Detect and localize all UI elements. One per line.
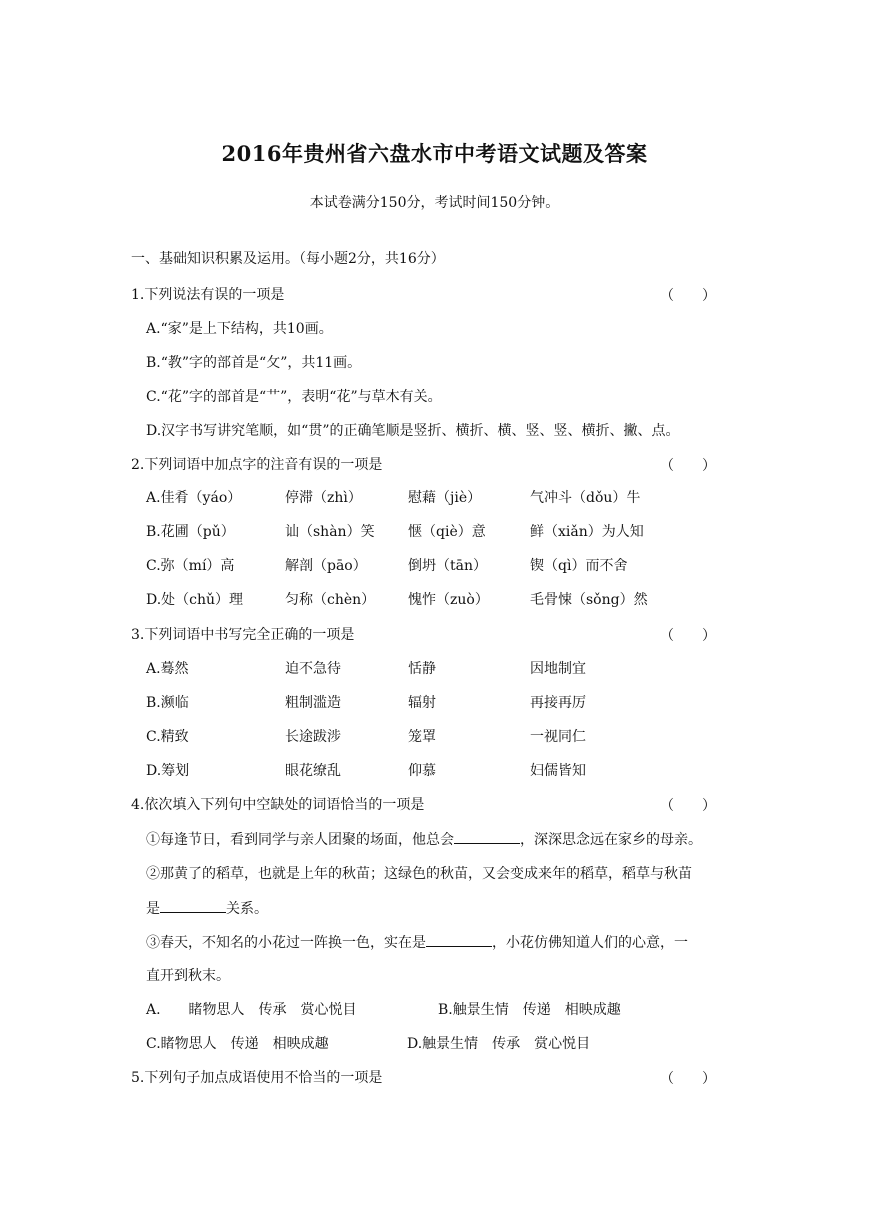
option-cell: 长途跋涉 — [285, 729, 341, 745]
option-cell: C.精致 — [146, 729, 189, 745]
option-cell: 锲（qì）而不舍 — [530, 558, 628, 574]
sentence-2-line-1: ②那黄了的稻草，也就是上年的秋苗；这绿色的秋苗，又会变成来年的稻草，稻草与秋苗 — [146, 866, 692, 882]
page-title: 2016年贵州省六盘水市中考语文试题及答案 — [221, 141, 648, 166]
sentence-1-part-a: ①每逢节日，看到同学与亲人团聚的场面，他总会 — [146, 832, 454, 848]
option-cell: 因地制宜 — [530, 661, 586, 677]
option-cell: 停滞（zhì） — [285, 490, 362, 506]
answer-bracket-2: （ ） — [660, 458, 716, 474]
sentence-3-part-b: ，小花仿佛知道人们的心意，一 — [492, 935, 688, 951]
option-cell: D.筹划 — [146, 763, 190, 779]
question-1-option-c: C.“花”字的部首是“艹”，表明“花”与草木有关。 — [146, 389, 442, 405]
option-cell: 毛骨悚（sǒng）然 — [530, 592, 648, 608]
answer-bracket-5: （ ） — [660, 1071, 716, 1087]
option-cell: 眼花缭乱 — [285, 763, 341, 779]
option-cell: A.佳肴（yáo） — [146, 490, 242, 506]
question-4-option-c: C.睹物思人 传递 相映成趣 — [146, 1036, 329, 1052]
question-1-stem: 1.下列说法有误的一项是 — [131, 287, 285, 303]
option-cell: 笼罩 — [408, 729, 436, 745]
fill-blank — [160, 898, 226, 913]
question-1-option-a: A.“家”是上下结构，共10画。 — [146, 321, 333, 337]
question-4-option-d: D.触景生情 传承 赏心悦目 — [407, 1036, 591, 1052]
answer-bracket-3: （ ） — [660, 628, 716, 644]
option-cell: C.弥（mí）高 — [146, 558, 235, 574]
option-cell: 讪（shàn）笑 — [285, 524, 375, 540]
option-cell: 迫不急待 — [285, 661, 341, 677]
option-cell: 粗制滥造 — [285, 695, 341, 711]
question-3-stem: 3.下列词语中书写完全正确的一项是 — [131, 627, 355, 643]
option-cell: A.蓦然 — [146, 661, 189, 677]
question-4-option-b: B.触景生情 传递 相映成趣 — [438, 1002, 621, 1018]
option-cell: 慰藉（jiè） — [408, 490, 482, 506]
option-cell: B.花圃（pǔ） — [146, 524, 235, 540]
question-4-stem: 4.依次填入下列句中空缺处的词语恰当的一项是 — [131, 797, 425, 813]
option-cell: 辐射 — [408, 695, 436, 711]
option-cell: 一视同仁 — [530, 729, 586, 745]
exam-info: 本试卷满分150分，考试时间150分钟。 — [309, 195, 560, 211]
question-4-option-a: A. 睹物思人 传承 赏心悦目 — [146, 1002, 357, 1018]
fill-blank — [454, 829, 520, 844]
sentence-2-part-c: 关系。 — [226, 901, 268, 917]
option-cell: 妇儒皆知 — [530, 763, 586, 779]
option-cell: 气冲斗（dǒu）牛 — [530, 490, 641, 506]
sentence-2-part-b: 是 — [146, 901, 160, 917]
sentence-2-line-2 — [146, 898, 268, 919]
answer-bracket-4: （ ） — [660, 798, 716, 814]
section-heading: 一、基础知识积累及运用。（每小题2分，共16分） — [131, 251, 445, 267]
sentence-3-line-1 — [146, 932, 688, 953]
sentence-3-line-2: 直开到秋末。 — [146, 968, 230, 984]
fill-blank — [426, 932, 492, 947]
option-cell: 愧怍（zuò） — [408, 592, 489, 608]
question-1-option-d: D.汉字书写讲究笔顺，如“贯”的正确笔顺是竖折、横折、横、竖、竖、横折、撇、点。 — [146, 423, 680, 439]
option-cell: 惬（qiè）意 — [408, 524, 486, 540]
option-cell: 鲜（xiǎn）为人知 — [530, 524, 644, 540]
option-cell: 恬静 — [408, 661, 436, 677]
sentence-1 — [146, 829, 702, 850]
option-cell: 倒坍（tān） — [408, 558, 487, 574]
option-cell: 匀称（chèn） — [285, 592, 376, 608]
sentence-3-part-a: ③春天，不知名的小花过一阵换一色，实在是 — [146, 935, 426, 951]
question-2-stem: 2.下列词语中加点字的注音有误的一项是 — [131, 457, 383, 473]
question-5-stem: 5.下列句子加点成语使用不恰当的一项是 — [131, 1070, 383, 1086]
option-cell: D.处（chǔ）理 — [146, 592, 244, 608]
option-cell: 再接再厉 — [530, 695, 586, 711]
option-cell: 仰慕 — [408, 763, 436, 779]
answer-bracket-1: （ ） — [660, 288, 716, 304]
sentence-1-part-b: ，深深思念远在家乡的母亲。 — [520, 832, 702, 848]
question-1-option-b: B.“教”字的部首是“攵”，共11画。 — [146, 355, 362, 371]
option-cell: B.濒临 — [146, 695, 189, 711]
option-cell: 解剖（pāo） — [285, 558, 367, 574]
